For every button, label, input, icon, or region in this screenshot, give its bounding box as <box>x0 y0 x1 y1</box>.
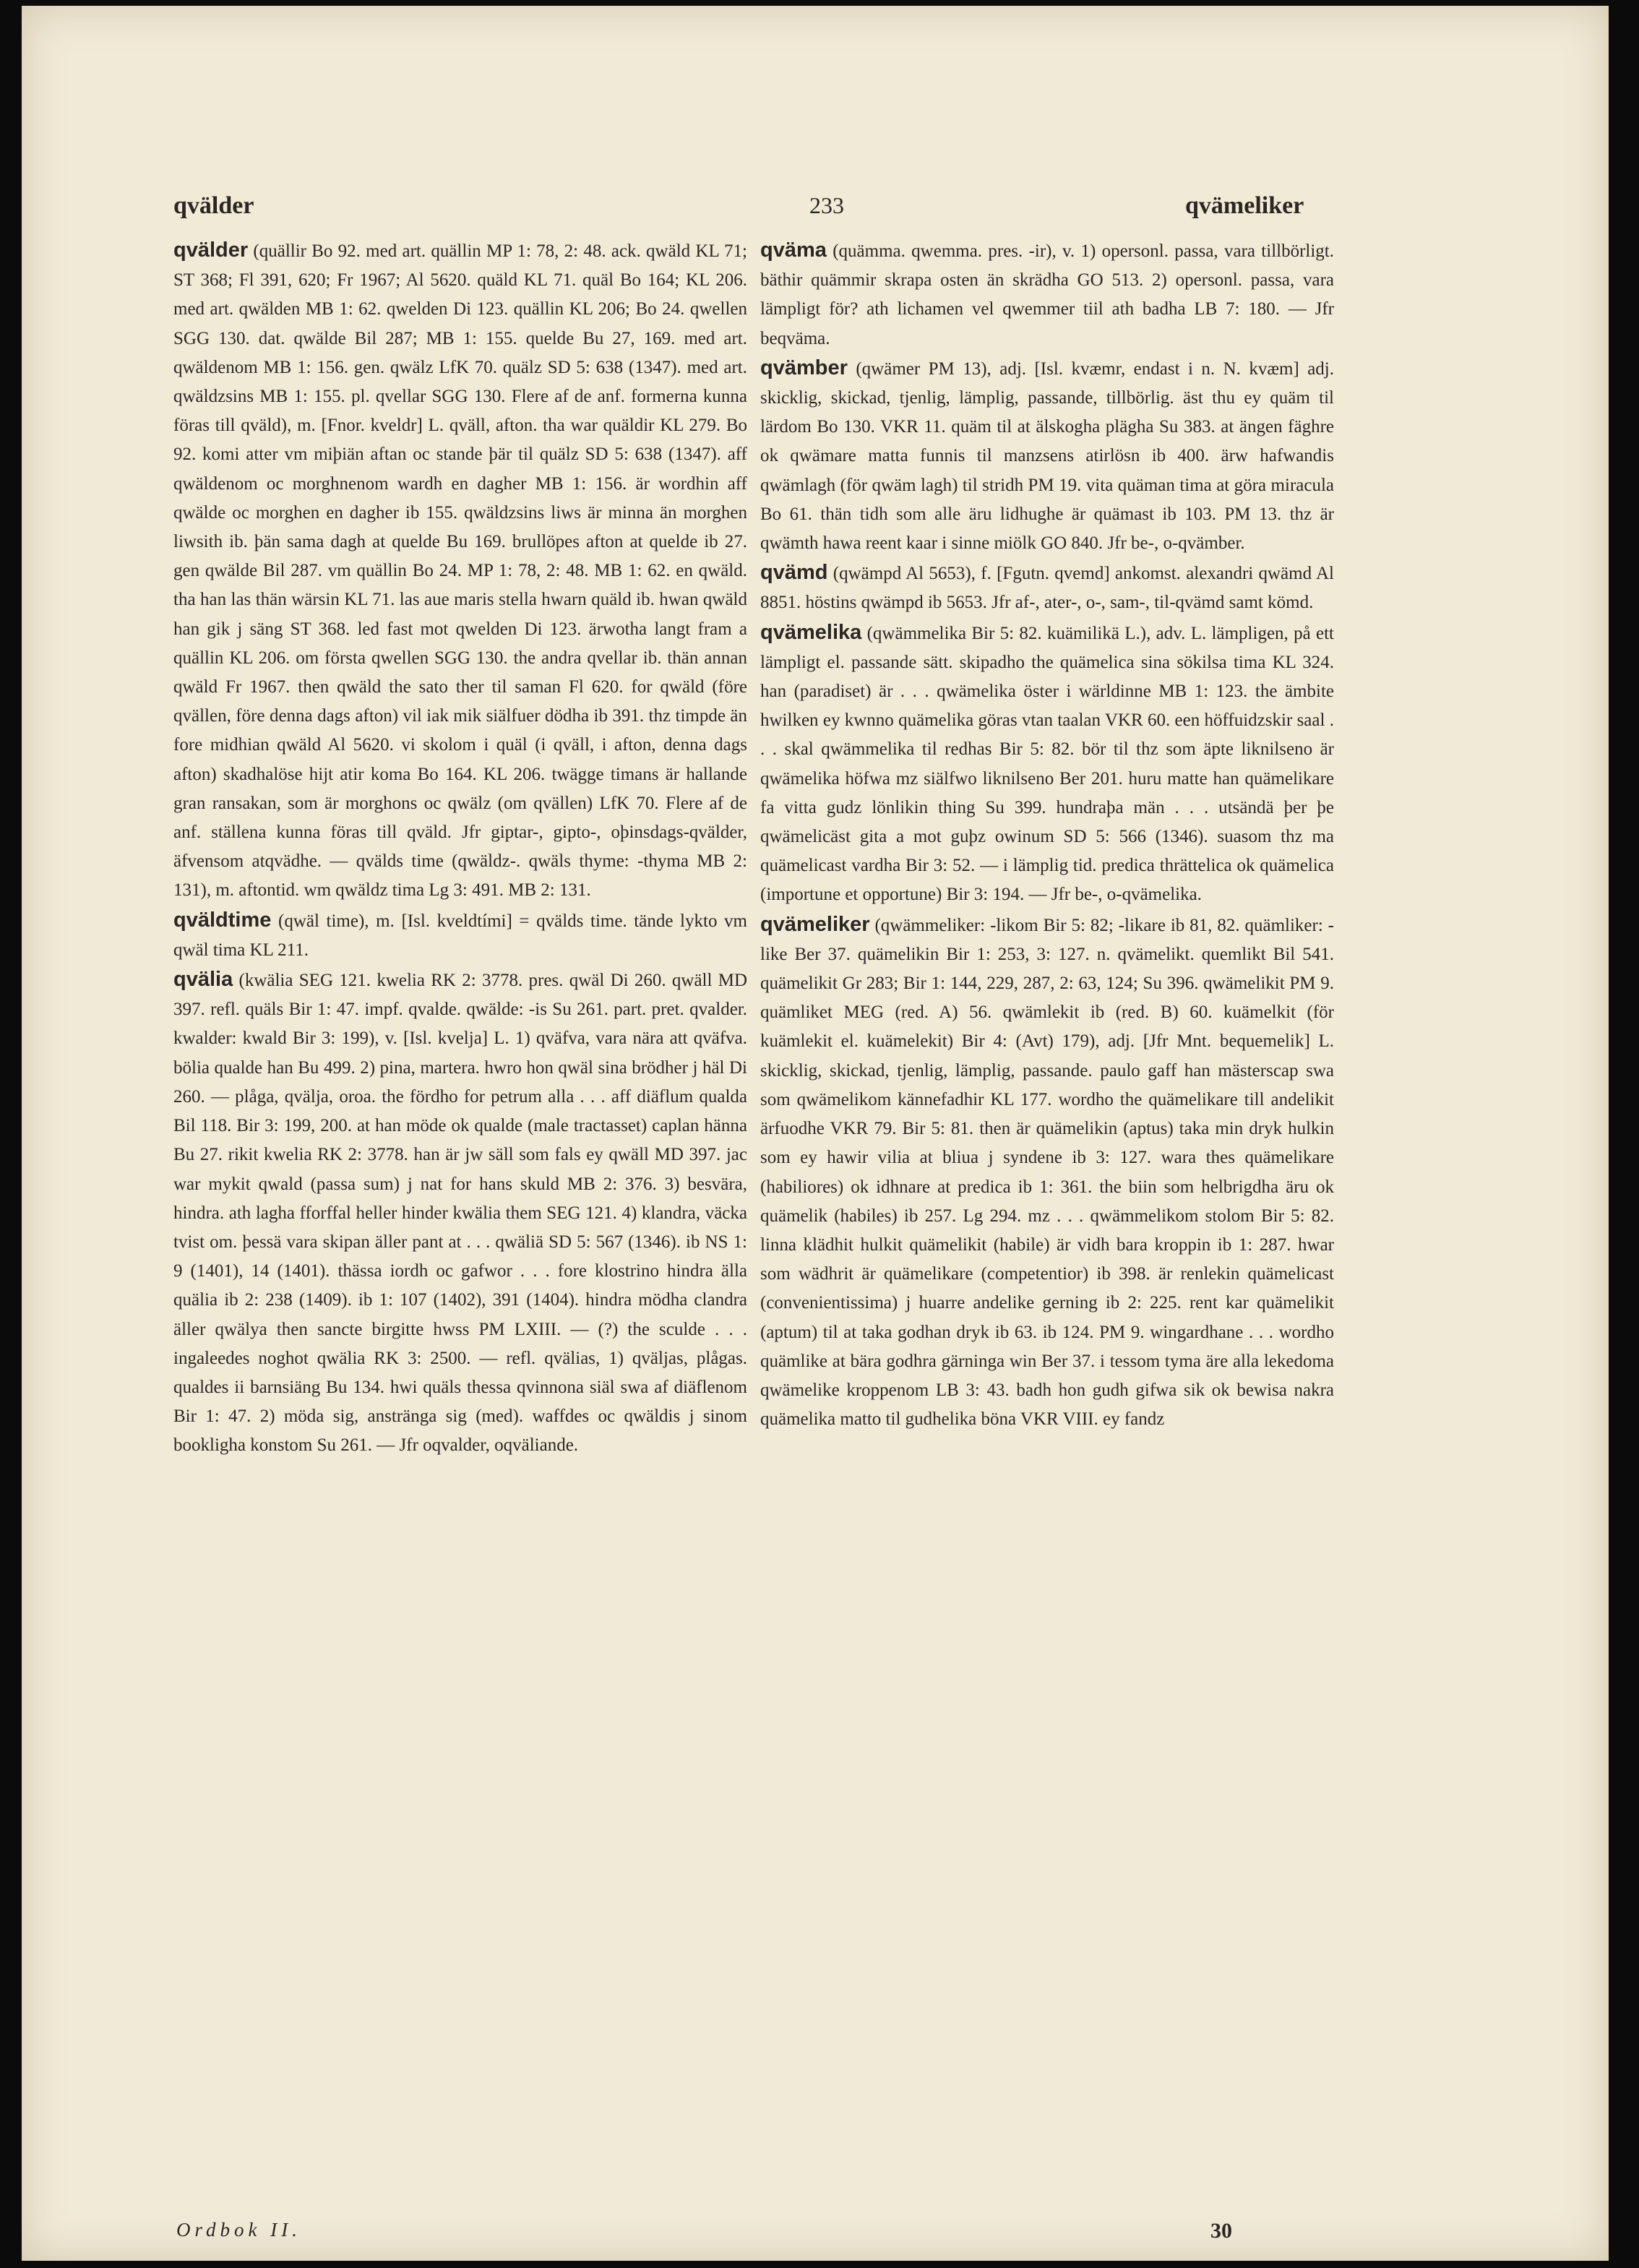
entry <box>760 910 1334 1435</box>
entry <box>760 236 1334 353</box>
entry <box>173 906 747 965</box>
entry <box>173 236 747 906</box>
entry-text: (qwäl time), m. [Isl. kveldtími] = qvälds time. tände lykto vm qwäl tima KL 211. <box>173 911 748 960</box>
entry <box>760 353 1334 558</box>
entry-text: (quämma. qwemma. pres. -ir), v. 1) opersonl. passa, vara tillbörligt. bäthir quämmir skrapa osten än skrädha GO 513. 2) opersonl. passa, vara lämpligt för? ath lichamen vel qwemmer tiil ath badha LB 7: 180. — Jfr beqväma. <box>760 241 1335 348</box>
entry-headword: qvämber <box>760 356 848 379</box>
header-left-guideword: qvälder <box>173 192 254 219</box>
entry-text: (qwämmelika Bir 5: 82. kuämilikä L.), adv. L. lämpligen, på ett lämpligt el. passande sätt. skipadho the quämelica sina sökilsa tima KL 324. han (paradiset) är . . . qwämelika öster i wärldinne MB 1: 123. the ämbite hwilken ey kwnno quämelika göras vtan taalan VKR 60. een höffuidzskir saal . . . skal qwämmelika til redhas Bir 5: 82. bör til thz som äpte liknilseno är qwämelika höfwa mz siälfwo liknilseno Ber 201. huru matte han quämelikare fa vitta gudz lönlikin thing Su 399. hundraþa män . . . utsändä þer þe qwämelicäst gita a mot guþz owinum SD 5: 566 (1346). suasom thz ma quämelicast vardha Bir 3: 52. — i lämplig tid. predica thrättelica ok quämelica (importune et opportune) Bir 3: 194. — Jfr be-, o-qvämelika. <box>760 623 1335 905</box>
entry-headword: qväldtime <box>173 908 272 932</box>
entry-text: (quällir Bo 92. med art. quällin MP 1: 78, 2: 48. ack. qwäld KL 71; ST 368; Fl 391, 620; Fr 1967; Al 5620. quäld KL 71. quäl Bo 164; KL 206. med art. qwälden MB 1: 62. qwelden Di 123. quällin KL 206; Bo 24. qwellen SGG 130. dat. qwälde Bil 287; MB 1: 155. quelde Bu 27, 169. med art. qwäldenom MB 1: 156. gen. qwälz LfK 70. quälz SD 5: 638 (1347). med art. qwäldzsins MB 1: 155. pl. qvellar SGG 130. Flere af de anf. formerna kunna föras till qväld), m. [Fnor. kveldr] L. qväll, afton. tha war quäldir KL 279. Bo 92. komi atter vm miþiän aftan oc stande þär til quälz SD 5: 638 (1347). aff qwäldenom oc morghnenom wardh en dagher MB 1: 156. är wordhin aff qwälde oc morghen en dagher ib 155. qwäldzsins liws är minna än morghen liwsith ib. þän sama dagh at quelde Bu 169. brullöpes afton at quelde ib 27. gen qwälde Bil 287. vm quällin Bo 24. MP 1: 78, 2: 48. MB 1: 62. en qwäld. tha han las thän wärsin KL 71. las aue maris stella hwarn quäld ib. hwan qwäld han gik j säng ST 368. led fast mot qwelden Di 123. ärwotha langt fram a quällin KL 206. om första qwellen SGG 130. the andra qvellar ib. thän annan qwäld Fr 1967. then qwäld the sato ther til saman Fl 620. for qwäld (före qvällen, före denna dags afton) vil iak mik siälfuer dödha ib 391. thz timpde än fore midhian qwäld Al 5620. vi skolom i quäl (i qväll, i afton, denna dags afton) skadhalöse hijt atir koma Bo 164. KL 206. twägge timans är hallande gran ransakan, som är morghons oc qwälz (om qvällen) LfK 70. Flere af de anf. ställena kunna föras till qväld. Jfr giptar-, gipto-, oþinsdags-qvälder, äfvensom atqvädhe. — qvälds time (qwäldz-. qwäls thyme: -thyma MB 2: 131), m. aftontid. wm qwäldz tima Lg 3: 491. MB 2: 131. <box>173 241 747 901</box>
right-column <box>760 236 1334 1434</box>
entry-text: (qwämmeliker: -likom Bir 5: 82; -likare ib 81, 82. quämliker: -like Ber 37. quämelikin Bir 1: 253, 3: 127. n. qvämelikt. quemlikt Bil 541. quämelikit Gr 283; Bir 1: 144, 229, 287, 2: 63, 124; Su 396. qwämelikit PM 9. quämliket MEG (red. A) 56. qwämlekit ib (red. B) 60. kuämelkit (för kuämlekit el. kuämelekit) Bir 4: (Avt) 179), adj. [Jfr Mnt. bequemelik] L. skicklig, skickad, tjenlig, lämplig, passande. paulo gaff han mästerscap swa som qwämelikom kännefadhir KL 177. wordho the quämelikare till andelikit ärfuodhe VKR 79. Bir 5: 81. then är quämelikin (aptus) taka min dryk hulkin som ey hawir vilia at bliua j syndene ib 3: 127. wara thes quämelikare (habiliores) ok idhnare at predica ib 1: 361. the biin som helbrigdha äru ok quämelik (habiles) ib 257. Lg 294. mz . . . qwämmelikom stolom Bir 5: 82. linna klädhit hulkit quämelikit (habile) är vidh bara kroppin ib 1: 287. hwar som wädhrit är quämelikare (competentior) ib 398. är renlekin quämelicast (convenientissima) j huarre andelike gerning ib 2: 225. rent kar quämelikit (aptum) til at taka godhan dryk ib 63. ib 124. PM 9. wingardhane . . . wordho quämlike at bära godhra gärninga win Ber 37. i tessom tyma äre alla lekedoma qwämelike kroppenom LB 3: 43. badh hon gudh gifwa sik ok bewisa nakra quämelika matto til gudhelika böna VKR VIII. ey fandz <box>760 915 1335 1430</box>
entry-headword: qvämeliker <box>760 912 870 936</box>
entry <box>760 618 1334 910</box>
dictionary-page <box>22 6 1609 2261</box>
left-column <box>173 236 747 1461</box>
entry-headword: qvälder <box>173 239 249 262</box>
entry-headword: qvälia <box>173 968 233 992</box>
entry-headword: qvämd <box>760 561 828 585</box>
entry <box>173 965 747 1460</box>
header-right-guideword: qvämeliker <box>1185 192 1304 219</box>
entry <box>760 558 1334 617</box>
entry-text: (qwämer PM 13), adj. [Isl. kvæmr, endast i n. N. kvæm] adj. skicklig, skickad, tjenlig, lämplig, passande, tillbörlig. äst thu ey quäm til lärdom Bo 130. VKR 11. quäm til at älskogha plägha Su 383. at ängen fäghre ok qwämare matta funnis til manzsens atirlösn ib 400. ärw hafwandis qwämlagh (för qwäm lagh) til stridh PM 19. vita quäman tima at göra miracula Bo 61. thän tidh som alle äru lidhughe är quämast ib 103. PM 13. thz är qwämth hawa reent kaar i sinne miölk GO 840. Jfr be-, o-qvämber. <box>760 358 1335 554</box>
entry-text: (qwämpd Al 5653), f. [Fgutn. qvemd] ankomst. alexandri qwämd Al 8851. höstins qwämpd ib 5653. Jfr af-, ater-, o-, sam-, til-qvämd samt kömd. <box>760 564 1334 613</box>
page-number: 233 <box>809 192 844 218</box>
entry-headword: qväma <box>760 239 827 262</box>
entry-headword: qvämelika <box>760 620 862 644</box>
signature-mark: 30 <box>1210 2219 1232 2243</box>
entry-text: (kwälia SEG 121. kwelia RK 2: 3778. pres. qwäl Di 260. qwäll MD 397. refl. quäls Bir 1: 47. impf. qvalde. qwälde: -is Su 261. part. pret. qvalder. kwalder: kwald Bir 3: 199), v. [Isl. kvelja] L. 1) qväfva, vara nära att qväfva. bölia qualde han Bu 499. 2) pina, martera. hwro hon qwäl sina brödher j häl Di 260. — plåga, qvälja, oroa. the fördho for petrum alla . . . aff diäflum qualda Bil 118. Bir 3: 199, 200. at han möde ok qualde (male tractasset) caplan hänna Bu 27. rikit kwelia RK 2: 3778. han är jw säll som fals ey qwäll MD 397. jac war mykit qwald (passa sum) j nat for hans skuld MB 2: 376. 3) besvära, hindra. ath lagha fforffal heller hinder kwälia them SEG 121. 4) klandra, väcka tvist om. þessä vara skipan äller pant at . . . qwäliä SD 5: 567 (1346). ib NS 1: 9 (1401), 14 (1401). thässa iordh oc gafwor . . . fore klostrino hindra älla quälia ib 2: 238 (1409). ib 1: 107 (1402), 391 (1404). hindra mödha clandra äller qwälya then sancte birgitte hwss PM LXIII. — (?) the sculde . . . ingaleedes noghot qwälia RK 3: 2500. — refl. qvälias, 1) qväljas, plågas. qualdes ii barnsiäng Bu 134. hwi quäls thessa qvinnona siäl swa af diäflenom Bir 1: 47. 2) möda sig, anstränga sig (med). waffdes oc qwäldis j sinom bookligha konstom Su 261. — Jfr oqvalder, oqväliande. <box>173 971 748 1456</box>
volume-footer: Ordbok II. <box>176 2219 301 2241</box>
running-header <box>22 192 1609 221</box>
